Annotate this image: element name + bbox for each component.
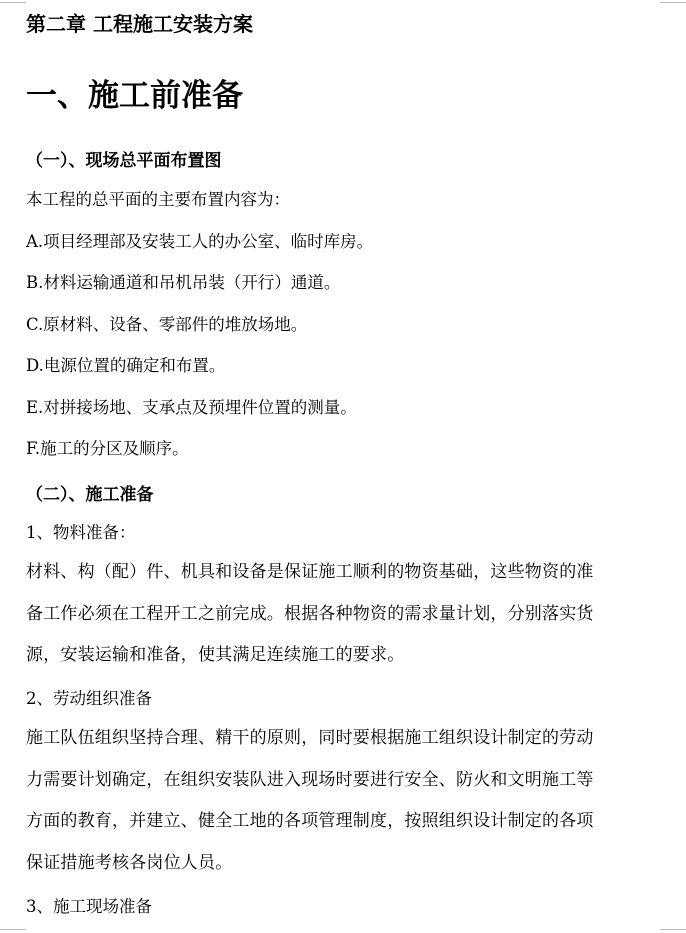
paragraph-line: 备工作必须在工程开工之前完成。根据各种物资的需求量计划，分别落实货 (26, 603, 594, 624)
paragraph-line: 施工队伍组织坚持合理、精干的原则，同时要根据施工组织设计制定的劳动 (26, 728, 594, 748)
labor-prep-title: 2、劳动组织准备 (26, 689, 152, 708)
layout-item-d: D.电源位置的确定和布置。 (26, 356, 226, 375)
material-prep-title: 1、物料准备： (26, 523, 136, 542)
paragraph-line: 方面的教育，并建立、健全工地的各项管理制度，按照组织设计制定的各项 (26, 811, 594, 831)
corner-mark-bottom-left-h (0, 929, 26, 930)
layout-item-a: A.项目经理部及安装工人的办公室、临时库房。 (26, 232, 374, 251)
paragraph-line: 材料、构（配）件、机具和设备是保证施工顺利的物资基础，这些物资的准 (26, 562, 594, 582)
paragraph-line: 保证措施考核各岗位人员。 (26, 852, 233, 873)
paragraph-line: 力需要计划确定，在组织安装队进入现场时要进行安全、防火和文明施工等 (26, 769, 594, 790)
corner-mark-bottom-right-h (660, 929, 686, 930)
layout-item-e: E.对拼接场地、支承点及预埋件位置的测量。 (26, 398, 357, 417)
subsection-heading-site-layout: （一）、现场总平面布置图 (26, 151, 222, 171)
corner-mark-top-right-h (660, 2, 686, 3)
layout-item-f: F.施工的分区及顺序。 (26, 439, 189, 458)
layout-item-b: B.材料运输通道和吊机吊装（开行）通道。 (26, 273, 341, 292)
section-title: 一、施工前准备 (26, 78, 243, 114)
labor-prep-paragraph (26, 718, 664, 884)
corner-mark-top-left-h (0, 2, 26, 3)
paragraph-line: 源，安装运输和准备，使其满足连续施工的要求。 (26, 645, 405, 665)
subsection-heading-preparation: （二）、施工准备 (26, 485, 154, 505)
chapter-title: 第二章 工程施工安装方案 (26, 12, 253, 36)
material-prep-paragraph (26, 552, 664, 677)
site-prep-title: 3、施工现场准备 (26, 897, 152, 916)
layout-intro: 本工程的总平面的主要布置内容为： (26, 190, 290, 209)
layout-item-c: C.原材料、设备、零部件的堆放场地。 (26, 315, 308, 334)
